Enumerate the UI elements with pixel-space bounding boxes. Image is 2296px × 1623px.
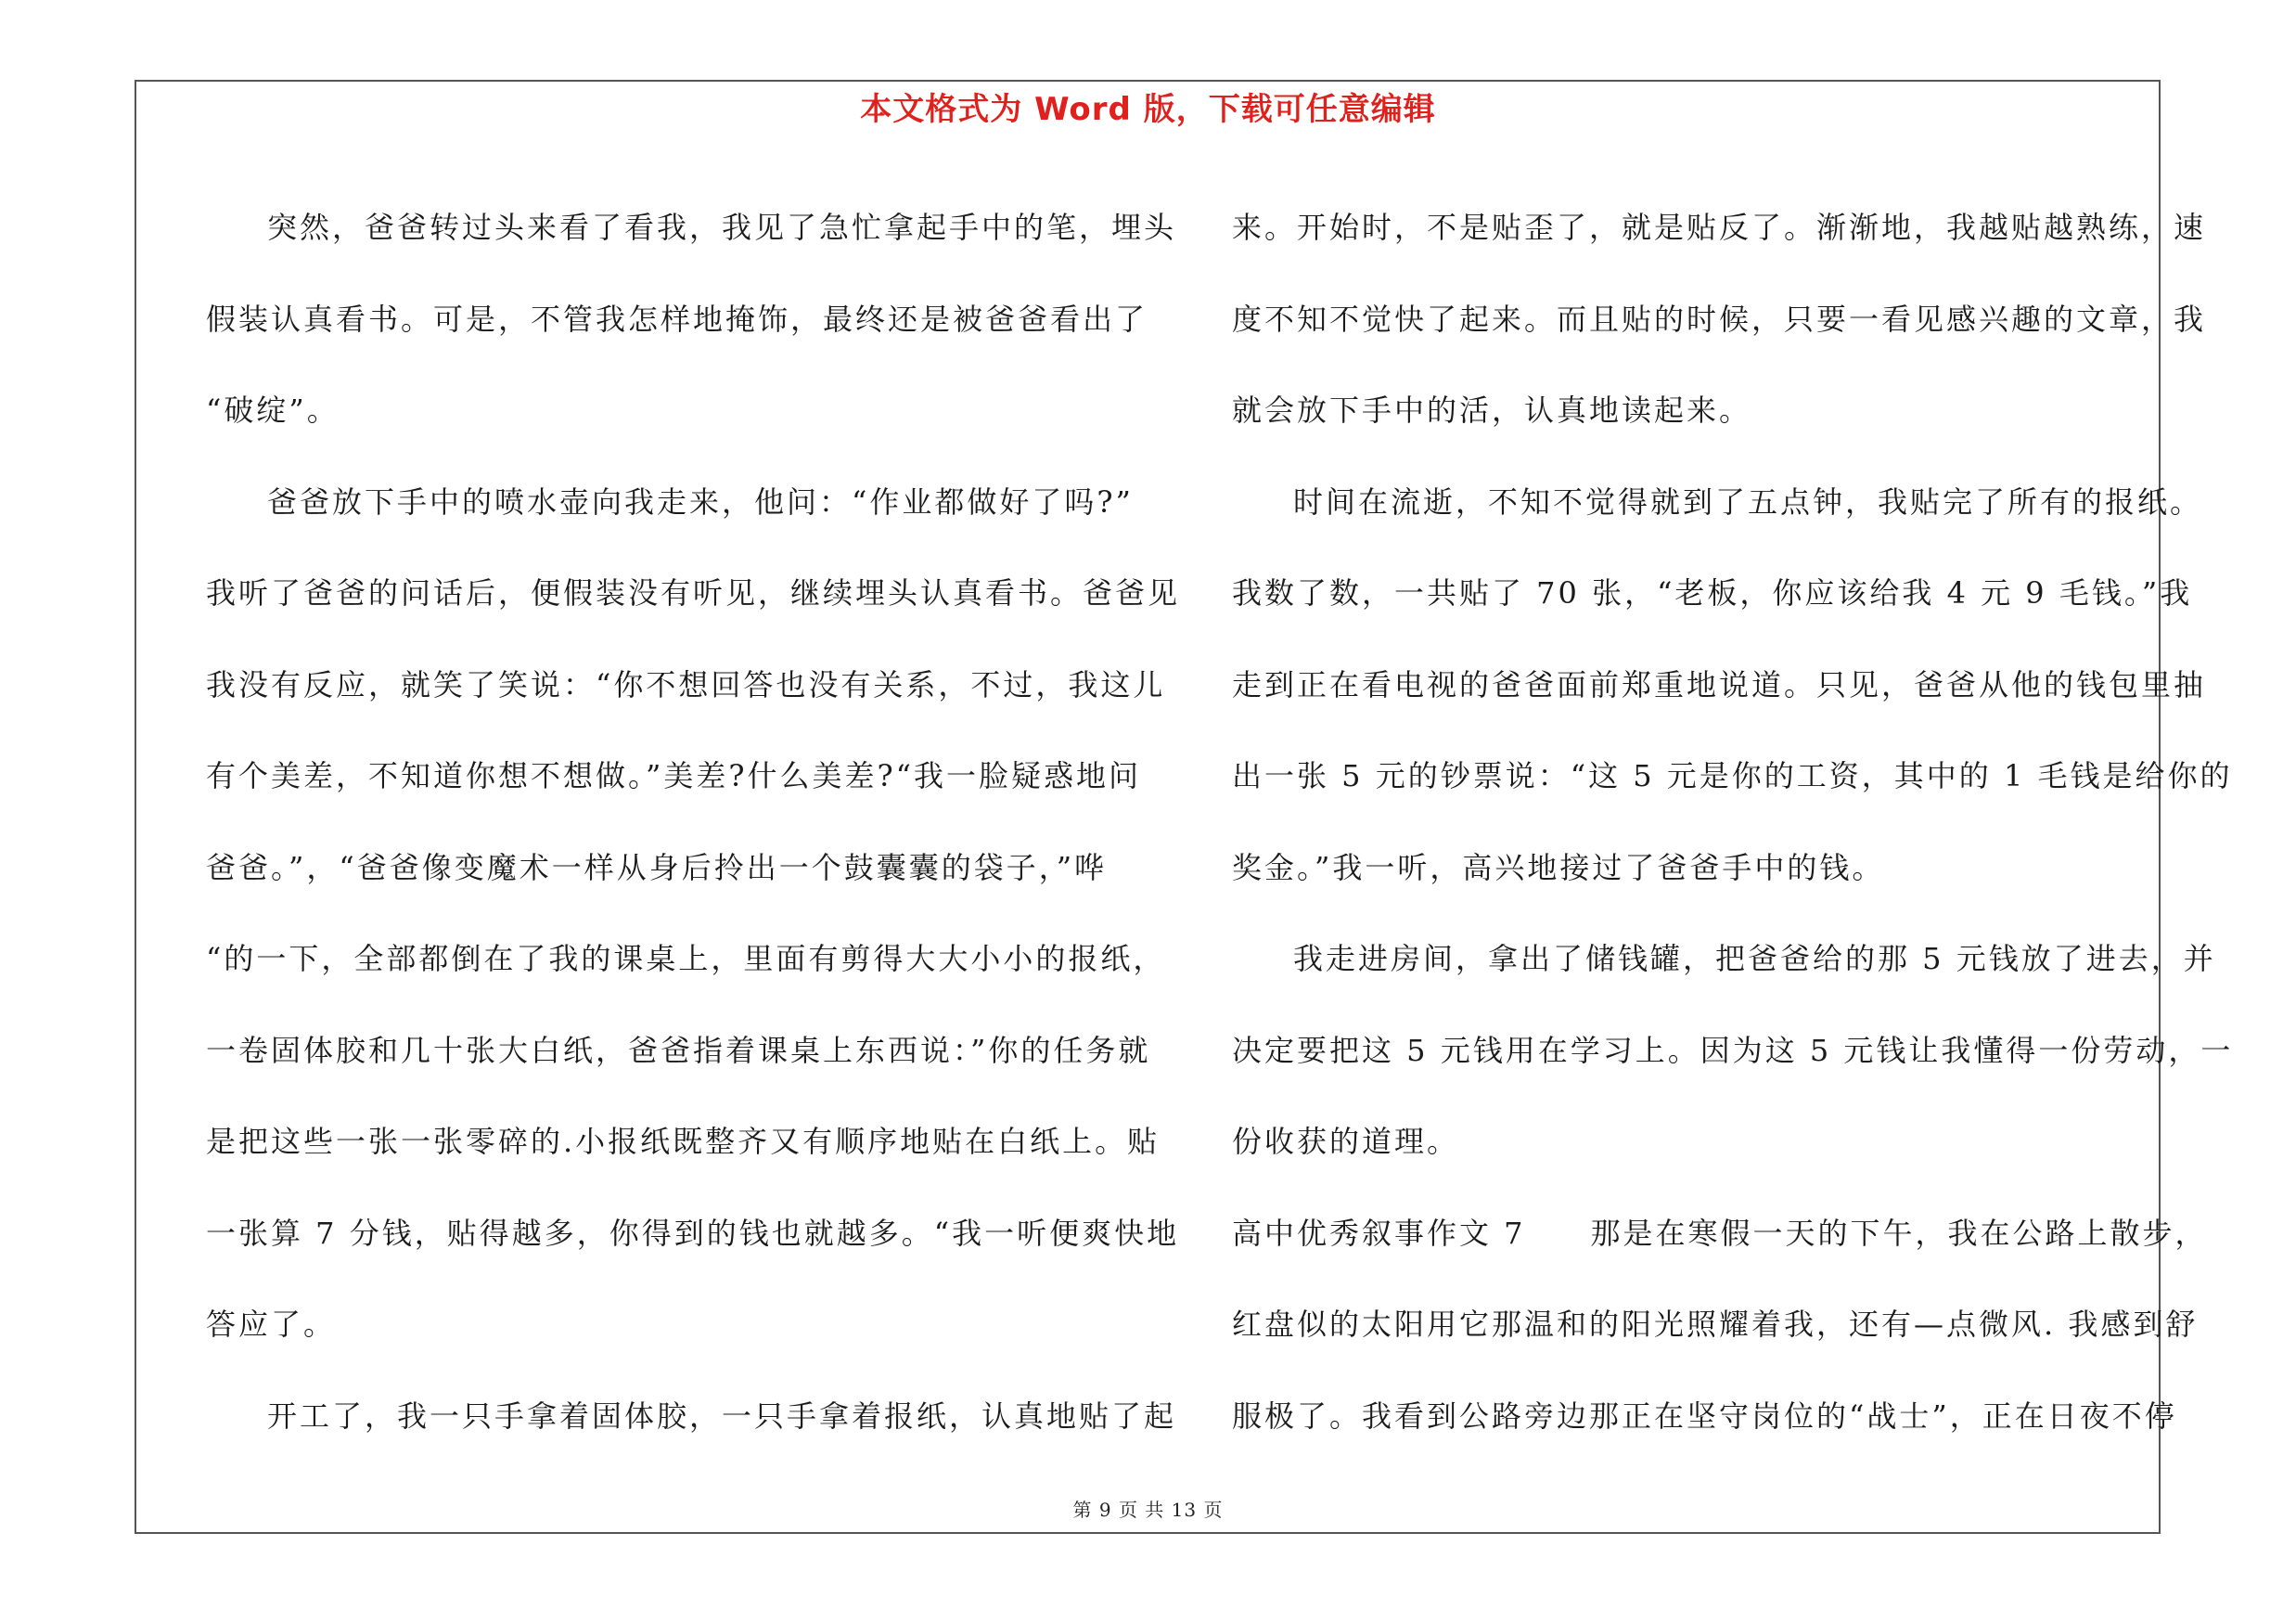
page-number: 第 9 页 共 13 页 [1072, 1499, 1224, 1521]
text-line: 假装认真看书。可是，不管我怎样地掩饰，最终还是被爸爸看出了 [206, 301, 1148, 337]
text-line: 我走进房间，拿出了储钱罐，把爸爸给的那 5 元钱放了进去，并 [1293, 941, 2216, 976]
text-line: 突然，爸爸转过头来看了看我，我见了急忙拿起手中的笔，埋头 [267, 210, 1177, 245]
text-line: 高中优秀叙事作文 7 那是在寒假一天的下午，我在公路上散步， [1232, 1215, 2208, 1251]
text-line: 是把这些一张一张零碎的.小报纸既整齐又有顺序地贴在白纸上。贴 [206, 1124, 1161, 1159]
text-line: 答应了。 [206, 1307, 337, 1342]
text-line: 红盘似的太阳用它那温和的阳光照耀着我，还有—点微风. 我感到舒 [1232, 1307, 2199, 1342]
text-line: “的一下，全部都倒在了我的课桌上，里面有剪得大大小小的报纸， [206, 941, 1166, 976]
text-line: 就会放下手中的活，认真地读起来。 [1232, 393, 1752, 428]
text-line: 份收获的道理。 [1232, 1124, 1460, 1159]
text-line: 我数了数，一共贴了 70 张，“老板，你应该给我 4 元 9 毛钱。”我 [1232, 575, 2193, 611]
text-line: 度不知不觉快了起来。而且贴的时候，只要一看见感兴趣的文章，我 [1232, 301, 2207, 337]
right-text-column [1232, 182, 2234, 1462]
text-line: 决定要把这 5 元钱用在学习上。因为这 5 元钱让我懂得一份劳动，一 [1232, 1032, 2234, 1068]
text-line: “破绽”。 [206, 393, 340, 428]
text-line: 来。开始时，不是贴歪了，就是贴反了。渐渐地，我越贴越熟练，速 [1232, 210, 2207, 245]
text-line: 爸爸放下手中的喷水壶向我走来，他问：“作业都做好了吗?” [267, 483, 1134, 520]
word-format-banner: 本文格式为 Word 版，下载可任意编辑 [860, 91, 1436, 128]
text-line: 出一张 5 元的钞票说：“这 5 元是你的工资，其中的 1 毛钱是给你的 [1232, 758, 2233, 793]
text-line: 走到正在看电视的爸爸面前郑重地说道。只见，爸爸从他的钱包里抽 [1232, 666, 2207, 702]
text-line: 时间在流逝，不知不觉得就到了五点钟，我贴完了所有的报纸。 [1293, 483, 2203, 520]
text-line: 一张算 7 分钱，贴得越多，你得到的钱也就越多。“我一听便爽快地 [206, 1215, 1180, 1251]
text-line: 爸爸。”，“爸爸像变魔术一样从身后拎出一个鼓囊囊的袋子，”哗 [206, 849, 1108, 885]
text-line: 服极了。我看到公路旁边那正在坚守岗位的“战士”，正在日夜不停 [1232, 1398, 2177, 1434]
text-line: 一卷固体胶和几十张大白纸，爸爸指着课桌上东西说：”你的任务就 [206, 1032, 1151, 1068]
text-line: 我没有反应，就笑了笑说：“你不想回答也没有关系，不过，我这儿 [206, 666, 1166, 702]
text-line: 有个美差，不知道你想不想做。”美差?什么美差?“我一脸疑惑地问 [206, 758, 1142, 793]
text-line: 奖金。”我一听，高兴地接过了爸爸手中的钱。 [1232, 849, 1885, 885]
text-line: 我听了爸爸的问话后，便假装没有听见，继续埋头认真看书。爸爸见 [206, 575, 1181, 611]
text-line: 开工了，我一只手拿着固体胶，一只手拿着报纸，认真地贴了起 [267, 1398, 1177, 1434]
left-text-column [206, 182, 1181, 1462]
